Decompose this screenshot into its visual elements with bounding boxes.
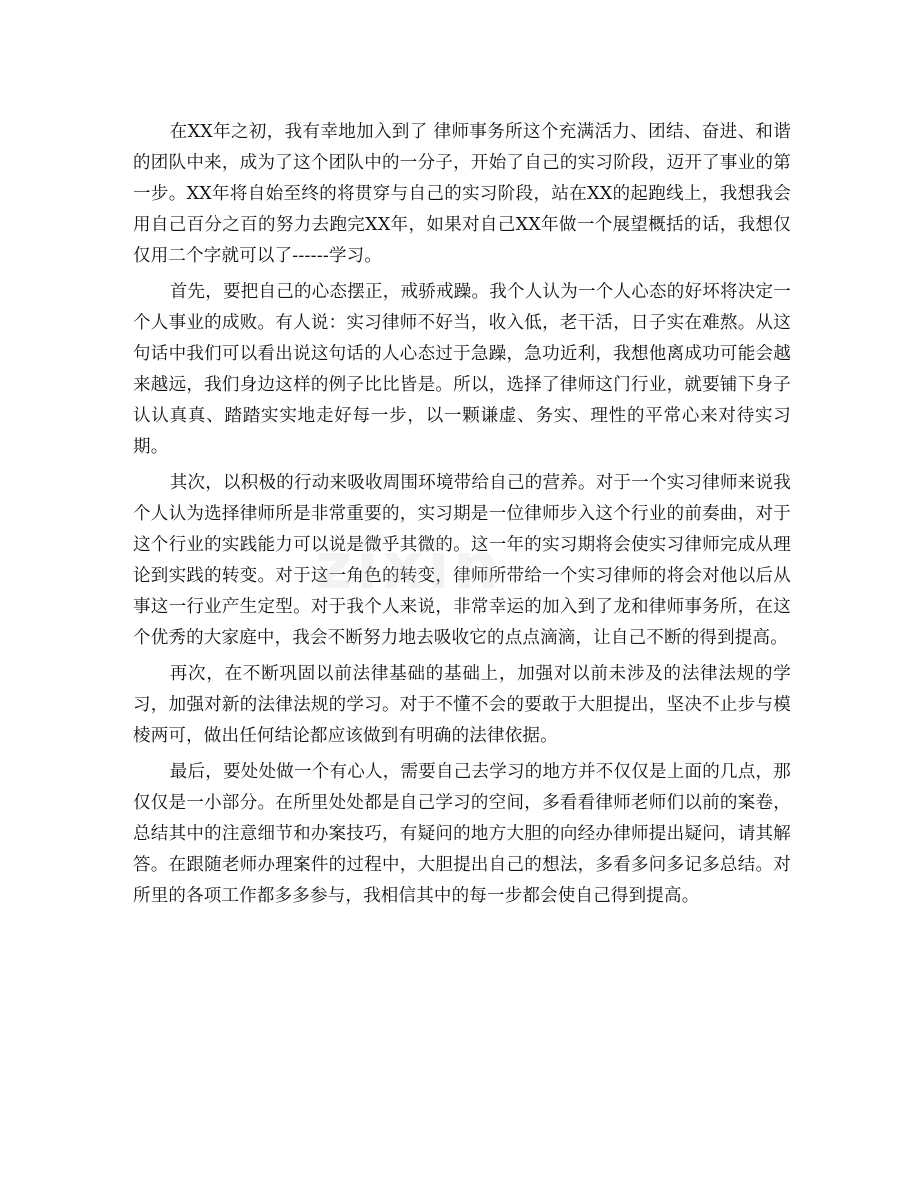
watermark: zixin xyxy=(315,530,503,604)
paragraph-intro: 在XX年之初，我有幸地加入到了 律师事务所这个充满活力、团结、奋进、和谐的团队中来，成为了这个团队中的一分子，开始了自己的实习阶段，迈开了事业的第一步。XX年将自始至终的将贯穿与自己的实习阶段，站在XX的起跑线上，我想我会用自己百分之百的努力去跑完XX年，如果对自己XX年做一个展望概括的话，我想仅仅用二个字就可以了------学习。 xyxy=(133,122,791,266)
document-body xyxy=(133,117,791,917)
paragraph-third: 再次，在不断巩固以前法律基础的基础上，加强对以前未涉及的法律法规的学习，加强对新的法律法规的学习。对于不懂不会的要敢于大胆提出，坚决不止步与模棱两可，做出任何结论都应该做到有明确的法律依据。 xyxy=(133,664,791,746)
paragraph-first: 首先，要把自己的心态摆正，戒骄戒躁。我个人认为一个人心态的好坏将决定一个人事业的成败。有人说：实习律师不好当，收入低，老干活，日子实在难熬。从这句话中我们可以看出说这句话的人心态过于急躁，急功近利，我想他离成功可能会越来越远，我们身边这样的例子比比皆是。所以，选择了律师这门行业，就要铺下身子认认真真、踏踏实实地走好每一步，以一颗谦虚、务实、理性的平常心来对待实习期。 xyxy=(133,282,791,457)
paragraph-second: 其次，以积极的行动来吸收周围环境带给自己的营养。对于一个实习律师来说我个人认为选择律师所是非常重要的，实习期是一位律师步入这个行业的前奏曲，对于这个行业的实践能力可以说是微乎其微的。这一年的实习期将会使实习律师完成从理论到实践的转变。对于这一角色的转变，律师所带给一个实习律师的将会对他以后从事这一行业产生定型。对于我个人来说，非常幸运的加入到了龙和律师事务所，在这个优秀的大家庭中，我会不断努力地去吸收它的点点滴滴，让自己不断的得到提高。 xyxy=(133,473,791,648)
paragraph-final: 最后，要处处做一个有心人，需要自己去学习的地方并不仅仅是上面的几点，那仅仅是一小部分。在所里处处都是自己学习的空间，多看看律师老师们以前的案卷，总结其中的注意细节和办案技巧，有疑问的地方大胆的向经办律师提出疑问，请其解答。在跟随老师办理案件的过程中，大胆提出自己的想法，多看多问多记多总结。对所里的各项工作都多多参与，我相信其中的每一步都会使自己得到提高。 xyxy=(133,762,791,906)
